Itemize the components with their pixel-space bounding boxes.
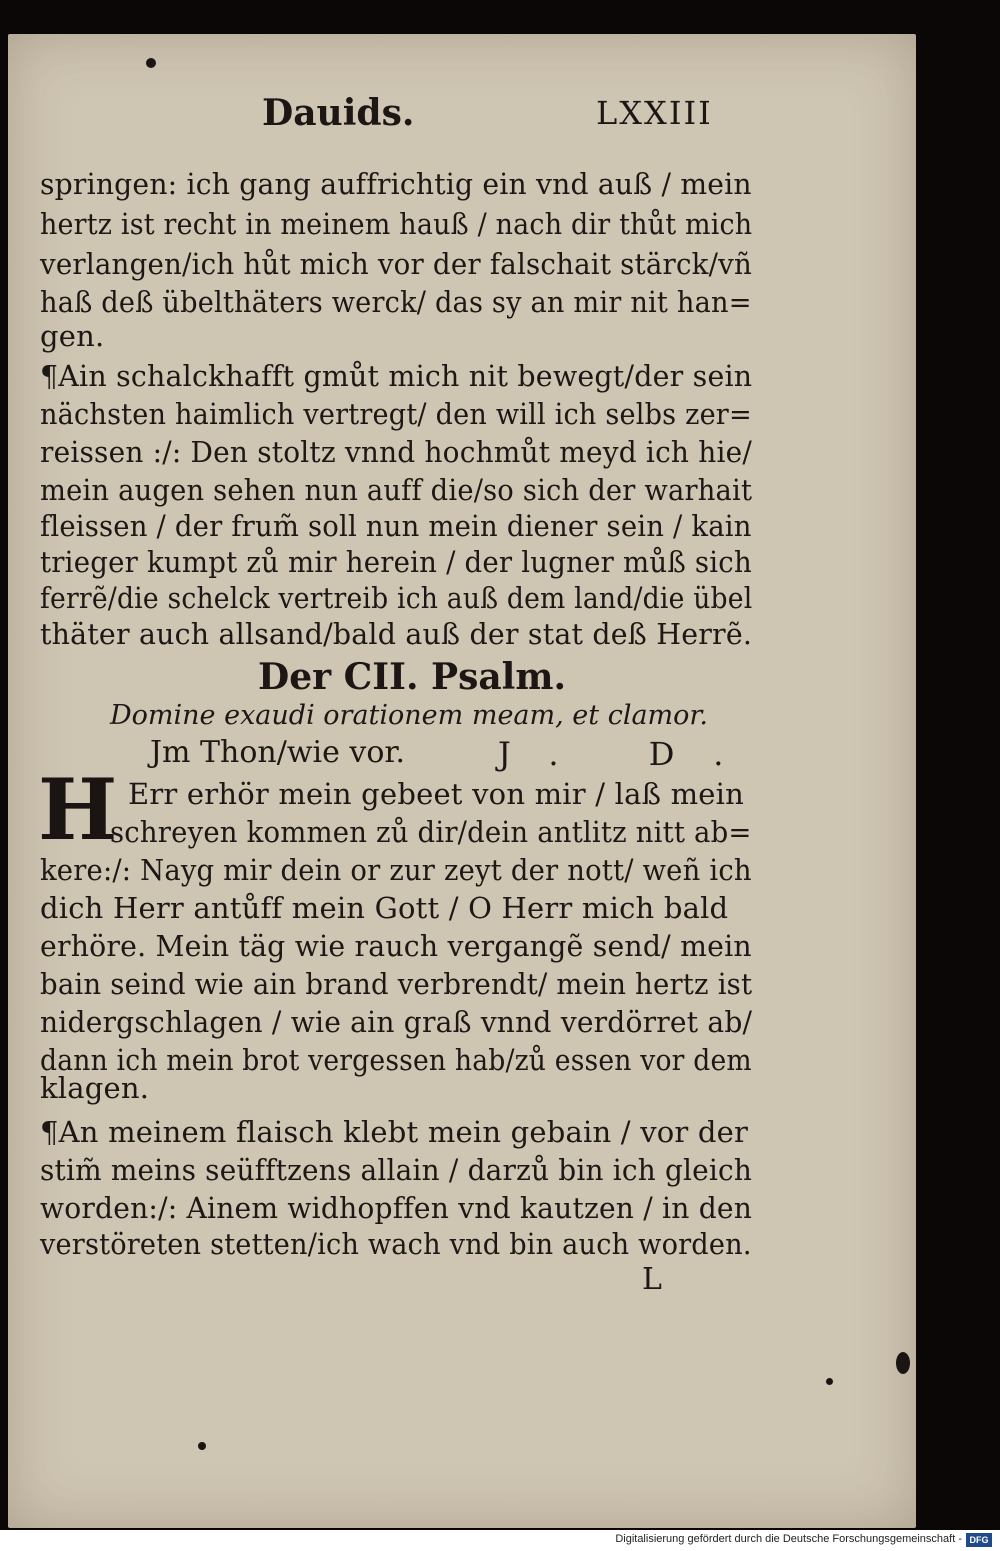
text-line: thäter auch allsand/bald auß der stat deß Herrẽ. <box>40 617 753 651</box>
tone-letters: J. D. <box>498 735 764 773</box>
text-line: haß deß übelthäters werck/ das sy an mir nit han= <box>40 285 752 319</box>
text-line: dich Herr antůff mein Gott / O Herr mich bald <box>40 891 729 925</box>
text-line: trieger kumpt zů mir herein / der lugner můß sich <box>40 545 752 579</box>
text-line: mein augen sehen nun auff die/so sich der warhait <box>40 473 753 507</box>
text-line: bain seind wie ain brand verbrendt/ mein hertz ist <box>40 967 753 1001</box>
text-line: reissen :/: Den stoltz vnnd hochmůt meyd ich hie/ <box>40 435 752 469</box>
running-head: Dauids. <box>262 92 415 134</box>
folio-number: LXXIII <box>596 94 713 132</box>
psalm-heading: Der CII. Psalm. <box>258 656 566 698</box>
page-header <box>0 92 1000 142</box>
text-line: kere:/: Nayg mir dein or zur zeyt der nott/ weñ ich <box>40 853 752 887</box>
text-line: nidergschlagen / wie ain graß vnnd verdörret ab/ <box>40 1005 753 1039</box>
text-line: springen: ich gang auffrichtig ein vnd auß / mein <box>40 167 752 201</box>
text-line: ¶An meinem flaisch klebt mein gebain / vor der <box>40 1115 749 1149</box>
dfg-logo-icon: DFG <box>966 1533 992 1547</box>
text-line: gen. <box>40 319 105 353</box>
text-line: dann ich mein brot vergessen hab/zů essen vor dem <box>40 1043 752 1077</box>
ink-spot <box>198 1442 206 1450</box>
text-line: fleissen / der frum̃ soll nun mein diener sein / kain <box>40 509 752 543</box>
funding-credit: Digitalisierung gefördert durch die Deutsche Forschungsgemeinschaft - <box>615 1533 962 1545</box>
drop-cap-initial: H <box>38 760 118 859</box>
tone-indication: Jm Thon/wie vor. <box>150 735 405 770</box>
text-line: ferrẽ/die schelck vertreib ich auß dem land/die übel <box>40 581 753 615</box>
catchword: L <box>642 1262 662 1297</box>
text-line: Err erhör mein gebeet von mir / laß mein <box>128 777 745 811</box>
text-line: verlangen/ich hůt mich vor der falschait stärck/vñ <box>40 247 752 281</box>
text-line: schreyen kommen zů dir/dein antlitz nitt ab= <box>110 815 752 849</box>
text-line: erhöre. Mein täg wie rauch vergangẽ send/ mein <box>40 929 752 963</box>
text-line: worden:/: Ainem widhopffen vnd kautzen / in den <box>40 1191 753 1225</box>
text-line: nächsten haimlich vertregt/ den will ich selbs zer= <box>40 397 752 431</box>
text-line: klagen. <box>40 1071 150 1105</box>
ink-spot <box>826 1378 833 1385</box>
text-line: stim̃ meins seüfftzens allain / darzů bin ich gleich <box>40 1153 753 1187</box>
ink-spot <box>146 58 156 68</box>
text-line: ¶Ain schalckhafft gmůt mich nit bewegt/der sein <box>40 359 753 393</box>
footer-bar <box>0 1530 1000 1551</box>
psalm-incipit: Domine exaudi orationem meam, et clamor. <box>110 700 708 731</box>
text-line: hertz ist recht in meinem hauß / nach dir thůt mich <box>40 207 753 241</box>
text-line: verstöreten stetten/ich wach vnd bin auch worden. <box>40 1227 752 1261</box>
ink-spot <box>896 1352 910 1374</box>
